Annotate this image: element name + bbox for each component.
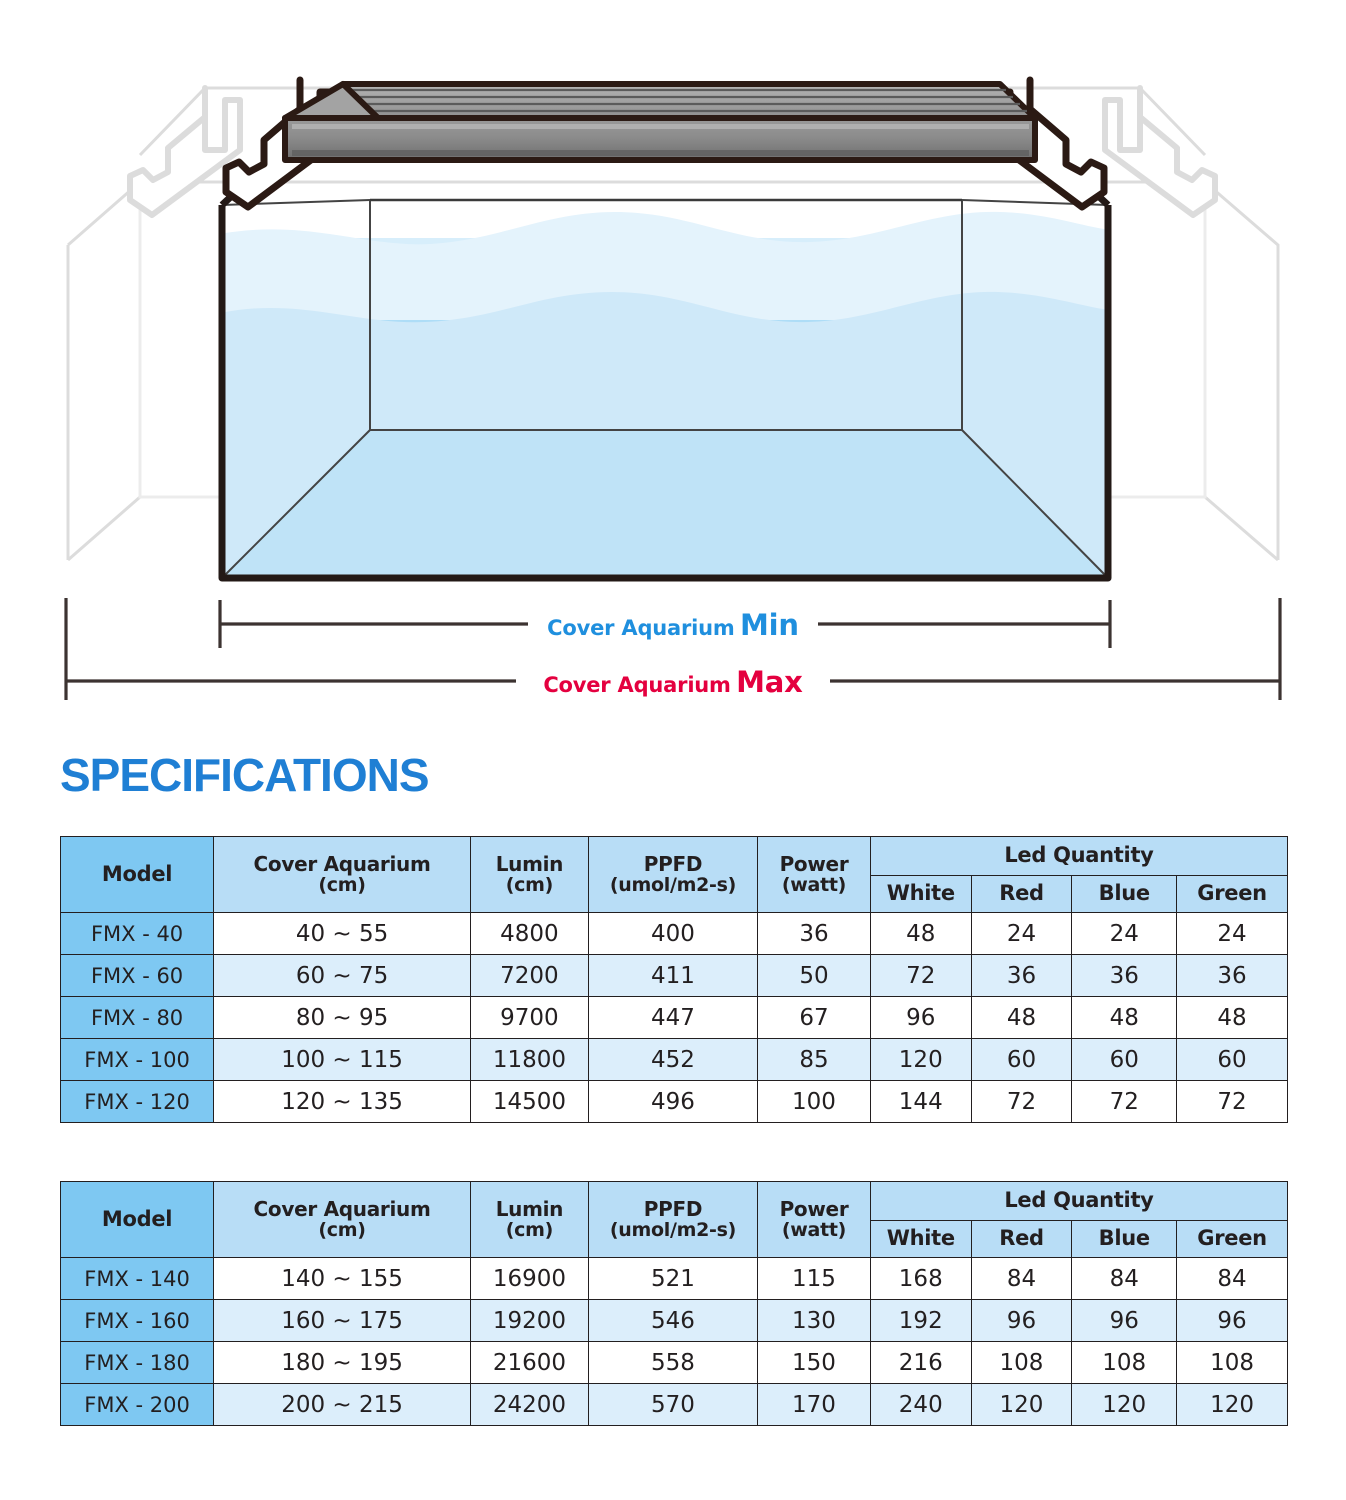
cell-green: 36	[1177, 955, 1288, 997]
header-lumin	[470, 837, 588, 913]
cell-ppfd: 558	[588, 1342, 757, 1384]
cell-cover: 160 ~ 175	[214, 1300, 471, 1342]
cell-model: FMX - 80	[61, 997, 214, 1039]
cell-white: 216	[870, 1342, 971, 1384]
cell-blue: 24	[1072, 913, 1177, 955]
cell-model: FMX - 180	[61, 1342, 214, 1384]
cell-model: FMX - 60	[61, 955, 214, 997]
cell-lumin: 21600	[470, 1342, 588, 1384]
specifications-title: SPECIFICATIONS	[60, 749, 429, 801]
cell-ppfd: 570	[588, 1384, 757, 1426]
cell-cover: 180 ~ 195	[214, 1342, 471, 1384]
cover-aquarium-max-prefix: Cover Aquarium	[543, 673, 731, 697]
cell-power: 100	[758, 1081, 871, 1123]
header-lumin-text: Lumin	[495, 1196, 564, 1221]
header-led-white: White	[870, 876, 971, 913]
cell-white: 192	[870, 1300, 971, 1342]
cell-red: 36	[971, 955, 1072, 997]
cell-blue: 72	[1072, 1081, 1177, 1123]
header-ppfd-unit: (umol/m2-s)	[609, 1219, 737, 1242]
table-row	[61, 913, 1288, 955]
table-row	[61, 997, 1288, 1039]
header-led-green: Green	[1177, 1221, 1288, 1258]
header-model: Model	[61, 1182, 214, 1258]
cell-model: FMX - 140	[61, 1258, 214, 1300]
cell-ppfd: 521	[588, 1258, 757, 1300]
cell-power: 170	[758, 1384, 871, 1426]
cover-aquarium-min-suffix: Min	[739, 608, 799, 642]
cell-red: 72	[971, 1081, 1072, 1123]
specifications-table-1	[60, 836, 1288, 1123]
header-cover-aquarium-text: Cover Aquarium	[253, 851, 431, 876]
cell-blue: 84	[1072, 1258, 1177, 1300]
cover-aquarium-max-label	[0, 665, 1346, 699]
cell-power: 36	[758, 913, 871, 955]
cell-red: 48	[971, 997, 1072, 1039]
cell-lumin: 9700	[470, 997, 588, 1039]
header-model: Model	[61, 837, 214, 913]
header-power	[758, 1182, 871, 1258]
header-led-red: Red	[971, 876, 1072, 913]
header-cover-aquarium	[214, 837, 471, 913]
table-row	[61, 1300, 1288, 1342]
header-led-blue: Blue	[1072, 1221, 1177, 1258]
table-row	[61, 1384, 1288, 1426]
cell-lumin: 4800	[470, 913, 588, 955]
cell-lumin: 16900	[470, 1258, 588, 1300]
cell-power: 67	[758, 997, 871, 1039]
cell-ppfd: 496	[588, 1081, 757, 1123]
cell-red: 120	[971, 1384, 1072, 1426]
cell-blue: 108	[1072, 1342, 1177, 1384]
cover-aquarium-min-prefix: Cover Aquarium	[547, 616, 735, 640]
cover-aquarium-min-label	[0, 608, 1346, 642]
cell-model: FMX - 200	[61, 1384, 214, 1426]
cell-green: 84	[1177, 1258, 1288, 1300]
cell-lumin: 11800	[470, 1039, 588, 1081]
header-cover-aquarium	[214, 1182, 471, 1258]
cell-power: 50	[758, 955, 871, 997]
cover-aquarium-max-suffix: Max	[736, 665, 803, 699]
header-ppfd-text: PPFD	[643, 851, 703, 876]
cell-cover: 60 ~ 75	[214, 955, 471, 997]
cell-blue: 48	[1072, 997, 1177, 1039]
table-header-row-top	[61, 1182, 1288, 1221]
cell-red: 108	[971, 1342, 1072, 1384]
table-row	[61, 1258, 1288, 1300]
header-lumin-text: Lumin	[495, 851, 564, 876]
cell-green: 120	[1177, 1384, 1288, 1426]
cell-power: 115	[758, 1258, 871, 1300]
cell-model: FMX - 120	[61, 1081, 214, 1123]
cell-red: 96	[971, 1300, 1072, 1342]
cell-white: 168	[870, 1258, 971, 1300]
header-led-red: Red	[971, 1221, 1072, 1258]
cell-ppfd: 411	[588, 955, 757, 997]
header-power-text: Power	[779, 851, 849, 876]
cell-white: 72	[870, 955, 971, 997]
cell-cover: 40 ~ 55	[214, 913, 471, 955]
table-row	[61, 1081, 1288, 1123]
cell-ppfd: 452	[588, 1039, 757, 1081]
cell-white: 96	[870, 997, 971, 1039]
header-power-unit: (watt)	[781, 1219, 847, 1242]
table-row	[61, 955, 1288, 997]
table-header-row-top	[61, 837, 1288, 876]
cell-ppfd: 546	[588, 1300, 757, 1342]
cell-blue: 120	[1072, 1384, 1177, 1426]
cell-green: 48	[1177, 997, 1288, 1039]
cell-blue: 96	[1072, 1300, 1177, 1342]
cell-green: 108	[1177, 1342, 1288, 1384]
cell-red: 24	[971, 913, 1072, 955]
cell-cover: 140 ~ 155	[214, 1258, 471, 1300]
cell-red: 84	[971, 1258, 1072, 1300]
cell-green: 24	[1177, 913, 1288, 955]
cell-power: 130	[758, 1300, 871, 1342]
header-power-unit: (watt)	[781, 874, 847, 897]
cell-lumin: 24200	[470, 1384, 588, 1426]
header-ppfd-text: PPFD	[643, 1196, 703, 1221]
cell-white: 240	[870, 1384, 971, 1426]
cell-white: 48	[870, 913, 971, 955]
cell-cover: 100 ~ 115	[214, 1039, 471, 1081]
header-lumin	[470, 1182, 588, 1258]
aquarium-water	[200, 212, 1140, 600]
header-cover-aquarium-text: Cover Aquarium	[253, 1196, 431, 1221]
header-led-quantity: Led Quantity	[870, 1182, 1287, 1221]
cell-cover: 80 ~ 95	[214, 997, 471, 1039]
cell-blue: 36	[1072, 955, 1177, 997]
cell-red: 60	[971, 1039, 1072, 1081]
table-row	[61, 1342, 1288, 1384]
header-power	[758, 837, 871, 913]
cell-cover: 200 ~ 215	[214, 1384, 471, 1426]
led-light-bar	[285, 84, 1035, 160]
cell-model: FMX - 160	[61, 1300, 214, 1342]
table-row	[61, 1039, 1288, 1081]
specifications-table-2	[60, 1181, 1288, 1426]
cell-lumin: 19200	[470, 1300, 588, 1342]
cell-power: 150	[758, 1342, 871, 1384]
header-power-text: Power	[779, 1196, 849, 1221]
cell-model: FMX - 100	[61, 1039, 214, 1081]
cell-green: 72	[1177, 1081, 1288, 1123]
header-ppfd	[588, 1182, 757, 1258]
header-lumin-unit: (cm)	[505, 1219, 554, 1242]
header-led-green: Green	[1177, 876, 1288, 913]
cell-blue: 60	[1072, 1039, 1177, 1081]
header-lumin-unit: (cm)	[505, 874, 554, 897]
table-body-2	[61, 1258, 1288, 1426]
header-cover-aquarium-unit: (cm)	[318, 1219, 366, 1242]
cell-cover: 120 ~ 135	[214, 1081, 471, 1123]
cell-lumin: 7200	[470, 955, 588, 997]
cell-lumin: 14500	[470, 1081, 588, 1123]
header-led-blue: Blue	[1072, 876, 1177, 913]
header-ppfd	[588, 837, 757, 913]
cell-ppfd: 400	[588, 913, 757, 955]
cell-model: FMX - 40	[61, 913, 214, 955]
header-led-quantity: Led Quantity	[870, 837, 1287, 876]
header-ppfd-unit: (umol/m2-s)	[609, 874, 737, 897]
cell-white: 144	[870, 1081, 971, 1123]
header-cover-aquarium-unit: (cm)	[318, 874, 366, 897]
cell-green: 96	[1177, 1300, 1288, 1342]
cell-white: 120	[870, 1039, 971, 1081]
cell-green: 60	[1177, 1039, 1288, 1081]
cell-ppfd: 447	[588, 997, 757, 1039]
header-led-white: White	[870, 1221, 971, 1258]
table-body-1	[61, 913, 1288, 1123]
cell-power: 85	[758, 1039, 871, 1081]
